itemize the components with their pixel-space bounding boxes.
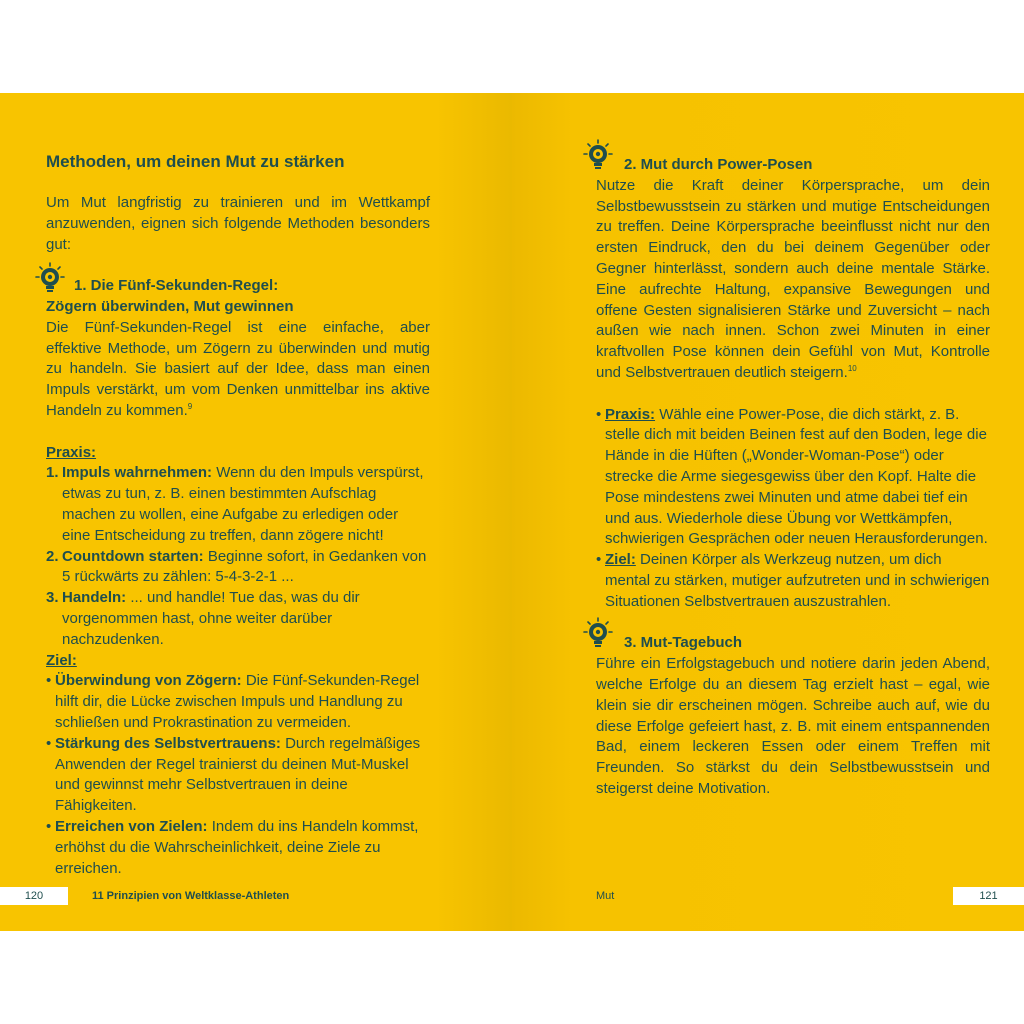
left-page-text: [46, 151, 430, 879]
left-page-number: 120: [0, 887, 68, 905]
praxis-label: Praxis:: [46, 443, 97, 461]
lightbulb-gear-icon: [34, 262, 66, 294]
section1-subtitle: Zögern überwinden, Mut gewinnen: [46, 297, 294, 315]
left-running-title: 11 Prinzipien von Weltklasse-Athleten: [92, 890, 290, 902]
section2-body: Nutze die Kraft deiner Körpersprache, um dein Selbstbewusstsein zu stärken und mutige Entscheidungen zu treffen. Deine Körpersprache beeinflusst nicht nur den ersten Eindruck, den du bei deinem Gegenüber oder Gegner hinterlässt, sondern auch deine mentale Stärke. Eine aufrechte Haltung, expansive Bewegungen und offene Gesten signalisieren Stärke und Zuversicht – nach außen wie nach innen. Schon zwei Minuten in einer kraftvollen Pose können dein Gefühl von Mut, Kontrolle und Selbstvertrauen deutlich steigern.$^{10}$: [596, 176, 990, 381]
section1-title-block: [46, 276, 430, 318]
section2-title-block: [596, 155, 990, 176]
intro-paragraph: Um Mut langfristig zu trainieren und im Wettkampf anzuwenden, eignen sich folgende Methoden besonders gut:: [46, 194, 430, 253]
section3-title: 3. Mut-Tagebuch: [624, 634, 743, 652]
list-item: 1. Impuls wahrnehmen: Wenn du den Impuls verspürst, etwas zu tun, z. B. einen bestimmten Aufschlag machen zu wollen, eine Aufgabe zu erledigen oder eine Entscheidung zu treffen, dann zögere nicht!: [46, 464, 424, 544]
section3-title-block: [596, 633, 990, 654]
list-item: • Erreichen von Zielen: Indem du ins Handeln kommst, erhöhst du die Wahrscheinlichkeit, deine Ziele zu erreichen.: [46, 817, 419, 877]
section3-body: Führe ein Erfolgstagebuch und notiere darin jeden Abend, welche Erfolge du an diesem Tag erzielt hast – egal, wie klein sie dir erscheinen mögen. Schreibe auch auf, wie du diese Erfolge gefeiert hast, z. B. mit einem entspannenden Bad, einem leckeren Essen oder einem Treffen mit Freunden. So stärkst du dein Selbstbewusstsein und steigerst deine Motivation.: [596, 655, 990, 797]
section-heading: Methoden, um deinen Mut zu stärken: [46, 152, 345, 171]
right-page: [512, 93, 1024, 931]
list-item: 3. Handeln: ... und handle! Tue das, was du dir vorgenommen hast, ohne weiter darüber nachzudenken.: [46, 589, 360, 648]
list-item: • Praxis: Wähle eine Power-Pose, die dich stärkt, z. B. stelle dich mit beiden Beinen fest auf den Boden, lege die Hände in die Hüften („Wonder-Woman-Pose“) oder strecke die Arme siegesgewiss über den Kopf. Halte die Pose mindestens zwei Minuten und atme dabei tief ein und aus. Wiederhole diese Übung vor Wettkämpfen, schwierigen Gesprächen oder neuen Herausforderungen.: [596, 405, 988, 548]
goals-list: [46, 671, 430, 879]
left-page: [0, 93, 512, 931]
section2-list: [596, 405, 990, 613]
book-spread: [0, 93, 1024, 931]
right-page-number: 121: [953, 887, 1024, 905]
list-item: • Stärkung des Selbstvertrauens: Durch regelmäßiges Anwenden der Regel trainierst du deinen Mut-Muskel und gewinnst mehr Selbstvertrauen in deine Fähigkeiten.: [46, 734, 421, 815]
section2-title: 2. Mut durch Power-Posen: [624, 156, 813, 173]
ziel-label: Ziel:: [46, 651, 77, 669]
section1-body: Die Fünf-Sekunden-Regel ist eine einfache, aber effektive Methode, um Zögern zu überwinden und mutig zu handeln. Sie basiert auf der Idee, dass man einen Impuls verstärkt, um vom Denken unmittelbar ins aktive Handeln zu kommen.$^9$: [46, 318, 430, 419]
list-item: 2. Countdown starten: Beginne sofort, in Gedanken von 5 rückwärts zu zählen: 5-4-3-2-1 ...: [46, 547, 427, 586]
list-item: • Ziel: Deinen Körper als Werkzeug nutzen, um dich mental zu stärken, mutiger aufzutreten und in schwierigen Situationen Selbstvertrauen auszustrahlen.: [596, 551, 990, 610]
lightbulb-gear-icon: [582, 139, 614, 171]
section1-title: 1. Die Fünf-Sekunden-Regel:: [74, 277, 279, 295]
right-running-title: Mut: [596, 890, 615, 902]
steps-list: [46, 463, 430, 650]
list-item: • Überwindung von Zögern: Die Fünf-Sekunden-Regel hilft dir, die Lücke zwischen Impuls und Handlung zu schließen und Prokrastination zu vermeiden.: [46, 672, 420, 731]
lightbulb-gear-icon: [582, 617, 614, 649]
right-page-text: [596, 155, 990, 800]
